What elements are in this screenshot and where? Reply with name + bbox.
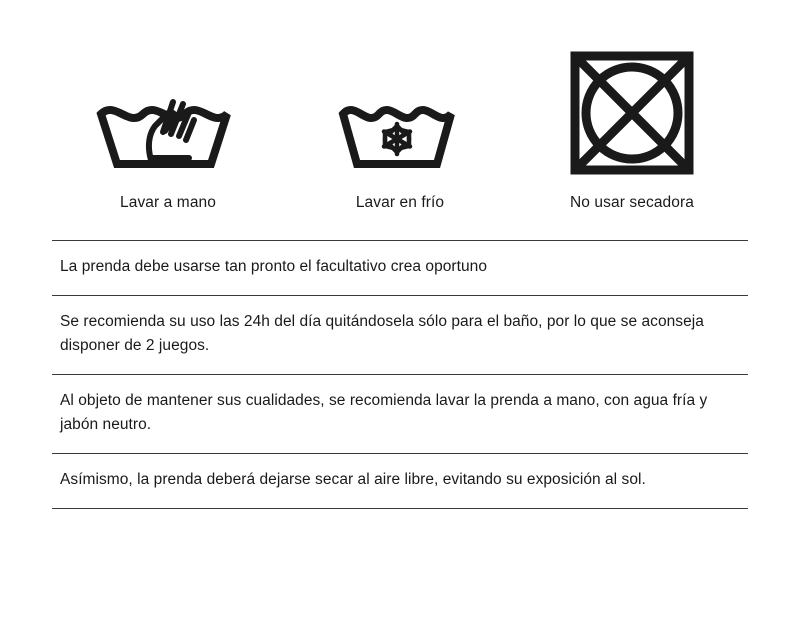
care-symbols-row bbox=[0, 0, 800, 212]
care-symbol-hand-wash bbox=[52, 48, 284, 212]
hand-wash-icon bbox=[93, 48, 243, 178]
care-symbol-label: No usar secadora bbox=[570, 194, 694, 211]
instruction-text: Al objeto de mantener sus cualidades, se recomienda lavar la prenda a mano, con agua fría y jabón neutro. bbox=[60, 392, 708, 434]
care-symbol-label: Lavar en frío bbox=[355, 194, 445, 211]
instruction-text: Asímismo, la prenda deberá dejarse secar al aire libre, evitando su exposición al sol. bbox=[60, 471, 646, 489]
care-symbol-no-tumble-dry bbox=[516, 48, 748, 212]
care-symbol-label: Lavar a mano bbox=[120, 194, 216, 211]
instruction-text: La prenda debe usarse tan pronto el facultativo crea oportuno bbox=[60, 258, 488, 275]
divider bbox=[52, 508, 748, 509]
instruction-row bbox=[52, 241, 748, 295]
instruction-text: Se recomienda su uso las 24h del día quitándosela sólo para el baño, por lo que se aconseja disponer de 2 juegos. bbox=[60, 313, 704, 355]
cold-wash-icon bbox=[325, 48, 475, 178]
care-symbol-cold-wash bbox=[284, 48, 516, 212]
no-tumble-dry-icon bbox=[557, 48, 707, 178]
instructions-table bbox=[52, 240, 748, 509]
instruction-row bbox=[52, 296, 748, 374]
instruction-row bbox=[52, 375, 748, 453]
instruction-row bbox=[52, 454, 748, 508]
